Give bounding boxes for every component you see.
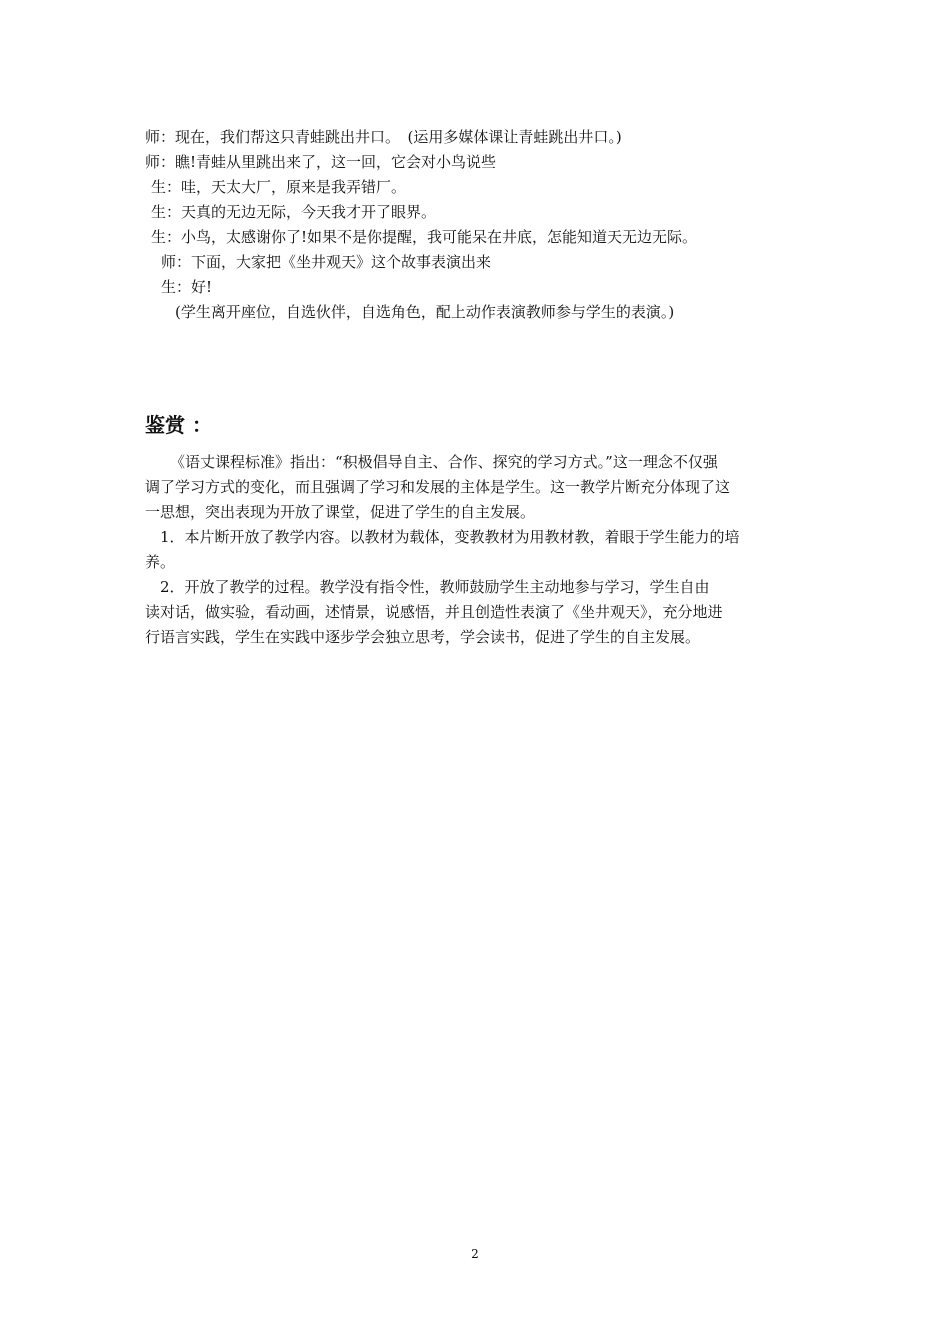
dialogue-line: 生：天真的无边无际，今天我才开了眼界。 xyxy=(151,203,437,221)
paragraph-line: 2．开放了教学的过程。教学没有指令性，教师鼓励学生主动地参与学习，学生自由 xyxy=(160,578,710,596)
paragraph-line: 一思想，突出表现为开放了课堂，促进了学生的自主发展。 xyxy=(145,503,536,521)
paragraph-line: 《语丈课程标准》指出：“积极倡导自主、合作、探究的学习方式。”这一理念不仅强 xyxy=(170,453,718,471)
dialogue-line: 生：好! xyxy=(161,278,213,296)
paragraph-line: 1．本片断开放了教学内容。以教材为载体，变教教材为用教材教，着眼于学生能力的培 xyxy=(160,528,740,546)
page-number: 2 xyxy=(471,1247,479,1261)
dialogue-line: 师：瞧!青蛙从里跳出来了，这一回，它会对小鸟说些 xyxy=(145,153,497,171)
dialogue-line: 生：哇，天太大厂，原来是我弄错厂。 xyxy=(151,178,407,196)
paragraph-line: 调了学习方式的变化，而且强调了学习和发展的主体是学生。这一教学片断充分体现了这 xyxy=(145,478,731,496)
paragraph-line: 养。 xyxy=(145,553,176,571)
dialogue-line: 师：下面，大家把《坐井观天》这个故事表演出来 xyxy=(161,253,492,271)
dialogue-line: 生：小鸟，太感谢你了!如果不是你提醒，我可能呆在井底，怎能知道天无边无际。 xyxy=(151,228,698,246)
paragraph-line: 读对话，做实验，看动画，述情景，说感悟，并且创造性表演了《坐井观天》，充分地进 xyxy=(145,603,723,621)
section-heading: 鉴赏 ： xyxy=(145,413,212,437)
stage-direction: (学生离开座位，自选伙伴，自选角色，配上动作表演教师参与学生的表演。) xyxy=(175,303,675,321)
dialogue-line: 师：现在，我们帮这只青蛙跳出井口。 (运用多媒体课让青蛙跳出井口。) xyxy=(145,128,622,146)
paragraph-line: 行语言实践，学生在实践中逐步学会独立思考，学会读书，促进了学生的自主发展。 xyxy=(145,628,701,646)
